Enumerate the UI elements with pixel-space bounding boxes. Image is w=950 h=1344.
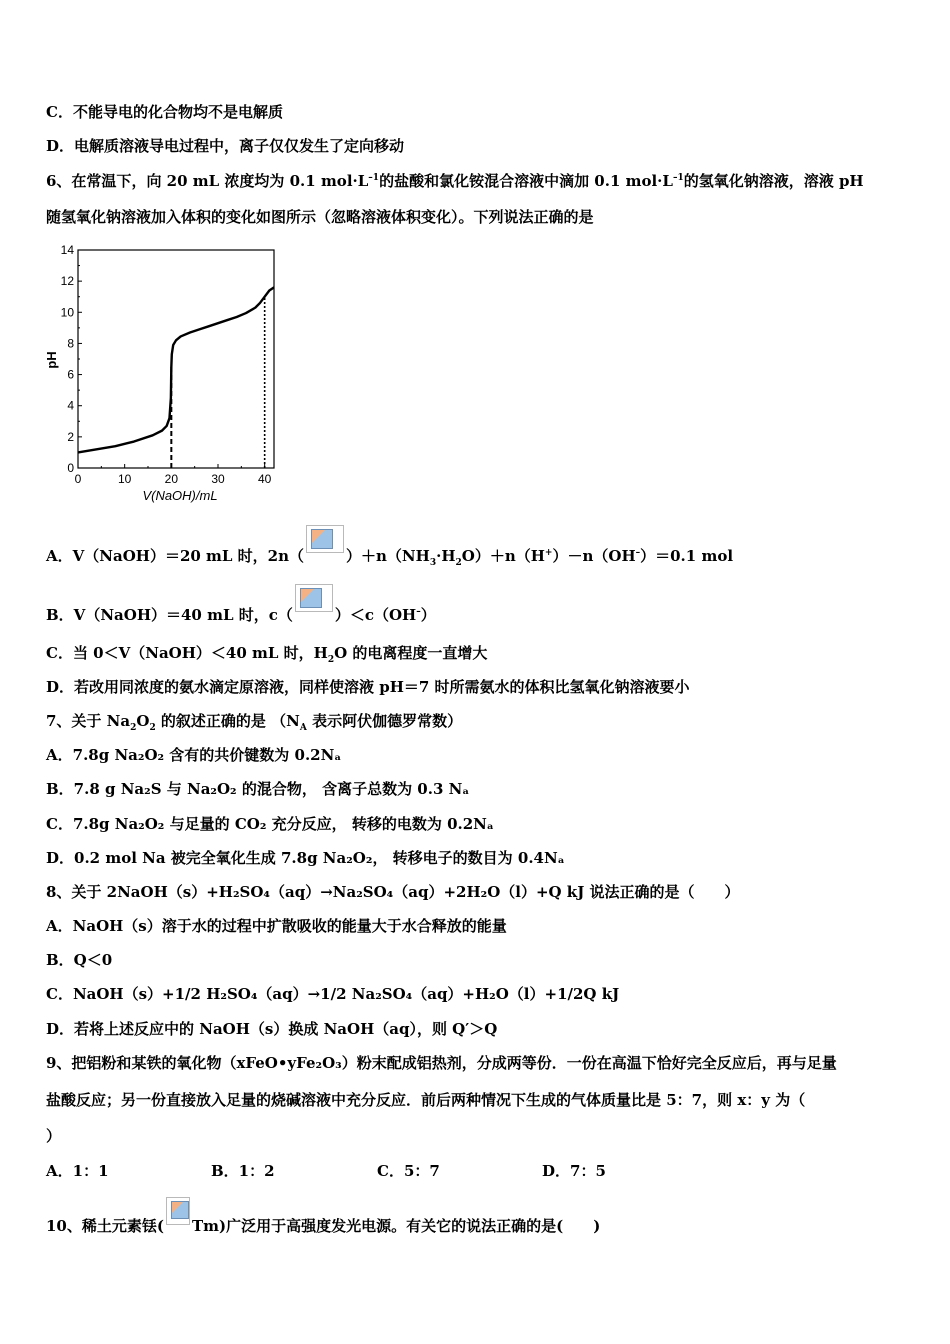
q9-option-a: A．1：1 xyxy=(46,1162,109,1180)
q6-option-a xyxy=(46,537,733,566)
q6-a-post3: O）＋n（H xyxy=(461,547,545,565)
q8-option-b: B．Q＜0 xyxy=(46,951,113,969)
x-tick-label: 10 xyxy=(117,472,132,486)
ion-formula-image-icon xyxy=(295,584,333,612)
q6-sup-1: –1 xyxy=(368,173,380,183)
y-tick-label: 12 xyxy=(60,274,74,289)
q6-a-sup1: + xyxy=(544,548,553,558)
q7-stem-sub2: 2 xyxy=(149,723,156,733)
q9-stem-line3: ） xyxy=(46,1127,62,1145)
q6-stem-part-b: 的盐酸和氯化铵混合溶液中滴加 0.1 mol·L xyxy=(379,172,673,190)
chart-ylabel: pH xyxy=(44,351,59,369)
q9-stem-line1: 9、把铝粉和某铁的氧化物（xFeO•yFe₂O₃）粉末配成铝热剂，分成两等份．一份在高温下恰好完全反应后，再与足量 xyxy=(46,1054,837,1072)
plot-frame xyxy=(78,250,274,468)
q6-a-post5: ）＝0.1 mol xyxy=(640,547,734,565)
ph-curve xyxy=(78,287,274,452)
q6-c-pre: C．当 0＜V（NaOH）＜40 mL 时，H xyxy=(46,644,328,662)
q10-pre: 10、稀土元素铥( xyxy=(46,1217,164,1235)
q9-option-c: C．5：7 xyxy=(377,1162,440,1180)
y-tick-label: 0 xyxy=(67,461,74,475)
y-tick-label: 10 xyxy=(60,305,74,320)
q9-stem-line2: 盐酸反应；另一份直接放入足量的烧碱溶液中充分反应．前后两种情况下生成的气体质量比是 5：7，则 x：y 为（ xyxy=(46,1091,806,1109)
q6-a-post4: ）－n（OH xyxy=(552,547,636,565)
q6-option-c xyxy=(46,643,487,663)
q6-a-sup2: – xyxy=(635,548,641,558)
q6-b-end: ） xyxy=(420,606,436,624)
q6-a-sub2: 2 xyxy=(455,558,462,568)
q6-stem-part-a: 6、在常温下，向 20 mL 浓度均为 0.1 mol·L xyxy=(46,172,369,190)
y-tick-label: 14 xyxy=(60,243,74,257)
q6-b-pre: B．V（NaOH）＝40 mL 时，c（ xyxy=(46,606,293,624)
q6-a-post2: ·H xyxy=(436,547,456,565)
y-tick-label: 8 xyxy=(67,336,74,351)
option-c-prev-question: C．不能导电的化合物均不是电解质 xyxy=(46,103,283,121)
chart-axes xyxy=(78,250,274,468)
chart-marks xyxy=(78,287,274,468)
q7-stem-sub1: 2 xyxy=(130,723,137,733)
q7-option-a: A．7.8g Na₂O₂ 含有的共价键数为 0.2Nₐ xyxy=(46,746,342,764)
ion-formula-image-icon xyxy=(306,525,344,553)
q9-option-b: B．1：2 xyxy=(211,1162,275,1180)
q6-a-sub1: 3 xyxy=(429,558,437,568)
option-d-prev-question: D．电解质溶液导电过程中，离子仅仅发生了定向移动 xyxy=(46,137,405,155)
q8-option-a: A．NaOH（s）溶于水的过程中扩散吸收的能量大于水合释放的能量 xyxy=(46,917,507,935)
q10-stem xyxy=(46,1207,600,1236)
y-tick-label: 4 xyxy=(67,398,74,413)
q7-option-d: D．0.2 mol Na 被完全氧化生成 7.8g Na₂O₂， 转移电子的数目为 0.4Nₐ xyxy=(46,849,565,867)
q6-sup-2: –1 xyxy=(672,173,684,183)
q7-stem-d: 表示阿伏伽德罗常数） xyxy=(306,712,463,730)
q8-option-c: C．NaOH（s）+1/2 H₂SO₄（aq）→1/2 Na₂SO₄（aq）+H₂O（l）+1/2Q kJ xyxy=(46,985,620,1003)
q6-option-b xyxy=(46,596,436,625)
q10-post: Tm)广泛用于高强度发光电源。有关它的说法正确的是( ) xyxy=(191,1217,601,1235)
q6-stem-line1 xyxy=(46,171,864,191)
x-tick-label: 20 xyxy=(164,472,179,486)
q7-stem-a: 7、关于 Na xyxy=(46,712,131,730)
chart-xlabel: V(NaOH)/mL xyxy=(142,488,218,503)
q8-option-d: D．若将上述反应中的 NaOH（s）换成 NaOH（aq），则 Q′＞Q xyxy=(46,1020,498,1038)
q7-stem-subA: A xyxy=(299,723,307,733)
q7-option-b: B．7.8 g Na₂S 与 Na₂O₂ 的混合物， 含离子总数为 0.3 Nₐ xyxy=(46,780,470,798)
q6-stem-line2: 随氢氧化钠溶液加入体积的变化如图所示（忽略溶液体积变化）。下列说法正确的是 xyxy=(46,208,594,226)
q9-option-d: D．7：5 xyxy=(542,1162,606,1180)
q6-b-post: ）＜c（OH xyxy=(334,606,417,624)
x-tick-label: 40 xyxy=(257,472,272,486)
q6-c-sub: 2 xyxy=(327,655,335,665)
q6-a-post1: ）＋n（NH xyxy=(346,547,430,565)
q8-stem: 8、关于 2NaOH（s）+H₂SO₄（aq）→Na₂SO₄（aq）+2H₂O（l）+Q kJ 说法正确的是（ ） xyxy=(46,883,740,901)
titration-chart xyxy=(40,240,290,505)
q7-stem xyxy=(46,711,462,731)
x-tick-label: 0 xyxy=(74,472,82,486)
y-tick-label: 2 xyxy=(67,429,74,444)
q6-a-pre: A．V（NaOH）＝20 mL 时，2n（ xyxy=(46,547,305,565)
q7-stem-b: O xyxy=(136,712,150,730)
x-tick-label: 30 xyxy=(211,472,225,486)
q6-b-sup: – xyxy=(416,607,421,617)
q6-c-post: O 的电离程度一直增大 xyxy=(334,644,488,662)
isotope-symbol-image-icon xyxy=(166,1197,190,1225)
q7-option-c: C．7.8g Na₂O₂ 与足量的 CO₂ 充分反应， 转移的电数为 0.2Nₐ xyxy=(46,815,494,833)
q6-stem-part-c: 的氢氧化钠溶液，溶液 pH xyxy=(683,172,864,190)
q6-option-d: D．若改用同浓度的氨水滴定原溶液，同样使溶液 pH＝7 时所需氨水的体积比氢氧化钠溶液要小 xyxy=(46,678,690,696)
q7-stem-c: 的叙述正确的是 （N xyxy=(155,712,300,730)
y-tick-label: 6 xyxy=(67,367,74,382)
